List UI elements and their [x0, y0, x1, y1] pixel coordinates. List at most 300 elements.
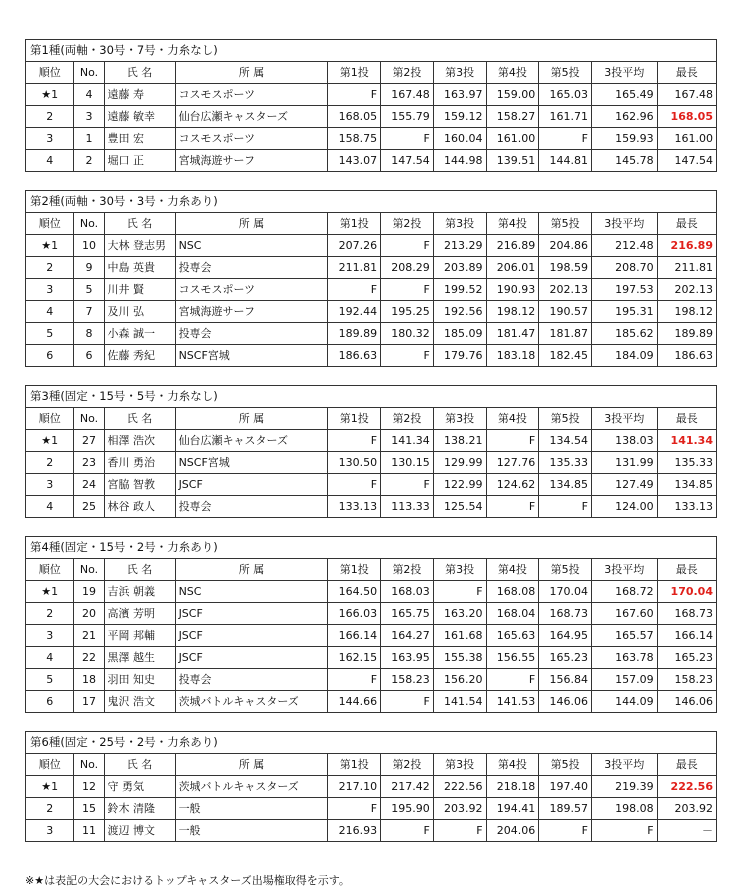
- column-header: 第4投: [486, 408, 539, 430]
- table-cell: 170.04: [539, 581, 592, 603]
- table-cell: 165.23: [657, 647, 716, 669]
- table-cell: 大林 登志男: [104, 235, 175, 257]
- table-cell: F: [591, 820, 657, 842]
- table-cell: 190.57: [539, 301, 592, 323]
- category-title: 第3種(固定・15号・5号・力糸なし): [26, 386, 717, 408]
- table-cell: F: [381, 345, 434, 367]
- column-header: 第2投: [381, 62, 434, 84]
- column-header: 第2投: [381, 559, 434, 581]
- table-cell: 2: [26, 452, 74, 474]
- table-cell: 211.81: [657, 257, 716, 279]
- table-cell: 122.99: [433, 474, 486, 496]
- column-header: 3投平均: [591, 559, 657, 581]
- table-cell: 161.00: [486, 128, 539, 150]
- table-cell: 27: [74, 430, 104, 452]
- table-cell: 179.76: [433, 345, 486, 367]
- table-cell: 5: [74, 279, 104, 301]
- table-cell: 135.33: [539, 452, 592, 474]
- table-cell: 9: [74, 257, 104, 279]
- column-header: 第4投: [486, 62, 539, 84]
- column-header: 氏 名: [104, 213, 175, 235]
- column-header: 第2投: [381, 213, 434, 235]
- table-cell: 183.18: [486, 345, 539, 367]
- column-header: 第1投: [328, 408, 381, 430]
- table-cell: 202.13: [657, 279, 716, 301]
- column-header: 第4投: [486, 559, 539, 581]
- category-title: 第4種(固定・15号・2号・力糸あり): [26, 537, 717, 559]
- table-cell: F: [381, 279, 434, 301]
- table-cell: F: [486, 430, 539, 452]
- column-header: 第3投: [433, 62, 486, 84]
- column-header: 氏 名: [104, 408, 175, 430]
- column-header: 所 属: [175, 559, 328, 581]
- table-cell: 4: [26, 647, 74, 669]
- header-row: [26, 213, 717, 235]
- table-cell: 投専会: [175, 257, 328, 279]
- table-cell: 195.31: [591, 301, 657, 323]
- table-cell: 185.09: [433, 323, 486, 345]
- table-cell: ★1: [26, 430, 74, 452]
- table-cell: 17: [74, 691, 104, 713]
- table-row: [26, 647, 717, 669]
- table-cell: 8: [74, 323, 104, 345]
- table-row: [26, 279, 717, 301]
- table-cell: JSCF: [175, 625, 328, 647]
- table-cell: 160.04: [433, 128, 486, 150]
- table-cell: 鈴木 清隆: [104, 798, 175, 820]
- table-cell: F: [433, 820, 486, 842]
- table-cell: 10: [74, 235, 104, 257]
- table-cell: 164.27: [381, 625, 434, 647]
- table-cell: 158.27: [486, 106, 539, 128]
- table-cell: 192.44: [328, 301, 381, 323]
- column-header: 3投平均: [591, 754, 657, 776]
- table-cell: 2: [74, 150, 104, 172]
- table-cell: ★1: [26, 235, 74, 257]
- table-cell: 投専会: [175, 496, 328, 518]
- table-cell: JSCF: [175, 474, 328, 496]
- table-cell: 141.34: [657, 430, 716, 452]
- table-cell: 206.01: [486, 257, 539, 279]
- table-cell: 吉浜 朝義: [104, 581, 175, 603]
- table-cell: 181.87: [539, 323, 592, 345]
- column-header: No.: [74, 408, 104, 430]
- table-cell: 19: [74, 581, 104, 603]
- table-cell: 147.54: [657, 150, 716, 172]
- table-cell: 213.29: [433, 235, 486, 257]
- table-cell: NSC: [175, 235, 328, 257]
- table-cell: 168.73: [539, 603, 592, 625]
- table-row: [26, 106, 717, 128]
- table-cell: 125.54: [433, 496, 486, 518]
- table-cell: F: [381, 235, 434, 257]
- table-cell: 124.62: [486, 474, 539, 496]
- table-cell: F: [486, 496, 539, 518]
- table-cell: 仙台広瀬キャスターズ: [175, 106, 328, 128]
- table-cell: 143.07: [328, 150, 381, 172]
- table-cell: －: [657, 820, 716, 842]
- column-header: 第4投: [486, 213, 539, 235]
- table-cell: 180.32: [381, 323, 434, 345]
- table-cell: 202.13: [539, 279, 592, 301]
- table-cell: 5: [26, 669, 74, 691]
- table-cell: 18: [74, 669, 104, 691]
- column-header: 第5投: [539, 754, 592, 776]
- category-table: [25, 39, 717, 172]
- table-cell: ★1: [26, 581, 74, 603]
- table-cell: 163.78: [591, 647, 657, 669]
- table-cell: 217.42: [381, 776, 434, 798]
- table-cell: 162.15: [328, 647, 381, 669]
- table-cell: 宮脇 智教: [104, 474, 175, 496]
- table-cell: 仙台広瀬キャスターズ: [175, 430, 328, 452]
- table-cell: 138.21: [433, 430, 486, 452]
- column-header: 第2投: [381, 408, 434, 430]
- table-cell: 145.78: [591, 150, 657, 172]
- table-cell: 2: [26, 603, 74, 625]
- table-cell: 165.63: [486, 625, 539, 647]
- table-cell: 166.03: [328, 603, 381, 625]
- table-row: [26, 84, 717, 106]
- table-cell: 155.79: [381, 106, 434, 128]
- column-header: No.: [74, 213, 104, 235]
- table-cell: 7: [74, 301, 104, 323]
- table-cell: 144.09: [591, 691, 657, 713]
- table-cell: 185.62: [591, 323, 657, 345]
- table-cell: 168.04: [486, 603, 539, 625]
- table-cell: 168.03: [381, 581, 434, 603]
- table-cell: F: [433, 581, 486, 603]
- table-cell: 2: [26, 257, 74, 279]
- table-cell: 216.89: [657, 235, 716, 257]
- table-row: [26, 625, 717, 647]
- table-cell: 164.95: [539, 625, 592, 647]
- table-cell: 4: [26, 496, 74, 518]
- table-cell: 遠藤 寿: [104, 84, 175, 106]
- table-cell: 168.72: [591, 581, 657, 603]
- table-cell: 156.20: [433, 669, 486, 691]
- column-header: 最長: [657, 62, 716, 84]
- table-cell: 204.86: [539, 235, 592, 257]
- table-cell: 168.05: [328, 106, 381, 128]
- table-cell: 163.20: [433, 603, 486, 625]
- table-cell: 139.51: [486, 150, 539, 172]
- table-cell: 186.63: [657, 345, 716, 367]
- category-title: 第6種(固定・25号・2号・力糸あり): [26, 732, 717, 754]
- table-cell: F: [328, 669, 381, 691]
- column-header: 第2投: [381, 754, 434, 776]
- table-cell: 135.33: [657, 452, 716, 474]
- table-cell: 及川 弘: [104, 301, 175, 323]
- column-header: 最長: [657, 213, 716, 235]
- table-cell: 141.53: [486, 691, 539, 713]
- table-cell: 203.92: [433, 798, 486, 820]
- table-cell: 25: [74, 496, 104, 518]
- header-row: [26, 408, 717, 430]
- table-cell: 4: [26, 301, 74, 323]
- table-cell: 190.93: [486, 279, 539, 301]
- table-cell: 159.12: [433, 106, 486, 128]
- table-cell: 宮城海遊サーフ: [175, 301, 328, 323]
- table-cell: 166.14: [657, 625, 716, 647]
- table-cell: コスモスポーツ: [175, 84, 328, 106]
- table-cell: 208.70: [591, 257, 657, 279]
- table-cell: 相澤 浩次: [104, 430, 175, 452]
- column-header: 順位: [26, 754, 74, 776]
- table-cell: 138.03: [591, 430, 657, 452]
- column-header: 氏 名: [104, 559, 175, 581]
- table-cell: 中島 英貴: [104, 257, 175, 279]
- table-cell: 197.53: [591, 279, 657, 301]
- table-cell: 216.89: [486, 235, 539, 257]
- table-cell: 3: [26, 128, 74, 150]
- table-row: [26, 323, 717, 345]
- column-header: 最長: [657, 408, 716, 430]
- table-cell: 2: [26, 798, 74, 820]
- table-cell: 161.71: [539, 106, 592, 128]
- column-header: 第3投: [433, 559, 486, 581]
- table-cell: F: [328, 279, 381, 301]
- column-header: 第4投: [486, 754, 539, 776]
- table-cell: 144.98: [433, 150, 486, 172]
- table-cell: 6: [74, 345, 104, 367]
- table-cell: 佐藤 秀紀: [104, 345, 175, 367]
- column-header: 第3投: [433, 213, 486, 235]
- column-header: 3投平均: [591, 62, 657, 84]
- table-cell: 189.57: [539, 798, 592, 820]
- table-cell: 156.84: [539, 669, 592, 691]
- table-cell: 199.52: [433, 279, 486, 301]
- table-cell: 124.00: [591, 496, 657, 518]
- table-cell: F: [381, 820, 434, 842]
- table-cell: 155.38: [433, 647, 486, 669]
- table-cell: 134.85: [539, 474, 592, 496]
- header-row: [26, 754, 717, 776]
- table-cell: 3: [74, 106, 104, 128]
- table-cell: F: [539, 496, 592, 518]
- table-cell: F: [381, 691, 434, 713]
- table-cell: 204.06: [486, 820, 539, 842]
- table-row: [26, 691, 717, 713]
- table-cell: 194.41: [486, 798, 539, 820]
- table-cell: JSCF: [175, 603, 328, 625]
- table-cell: 134.85: [657, 474, 716, 496]
- table-row: [26, 452, 717, 474]
- table-cell: 22: [74, 647, 104, 669]
- table-cell: 20: [74, 603, 104, 625]
- table-cell: 141.54: [433, 691, 486, 713]
- table-cell: NSCF宮城: [175, 452, 328, 474]
- column-header: 順位: [26, 559, 74, 581]
- table-cell: 222.56: [657, 776, 716, 798]
- table-row: [26, 776, 717, 798]
- column-header: 第5投: [539, 559, 592, 581]
- table-cell: 4: [26, 150, 74, 172]
- table-cell: 216.93: [328, 820, 381, 842]
- table-cell: 198.59: [539, 257, 592, 279]
- table-cell: 168.08: [486, 581, 539, 603]
- table-cell: 198.12: [657, 301, 716, 323]
- table-cell: 158.23: [381, 669, 434, 691]
- table-cell: 195.90: [381, 798, 434, 820]
- column-header: 氏 名: [104, 754, 175, 776]
- table-cell: 5: [26, 323, 74, 345]
- table-row: [26, 301, 717, 323]
- table-cell: 133.13: [328, 496, 381, 518]
- table-cell: 守 勇気: [104, 776, 175, 798]
- table-row: [26, 235, 717, 257]
- table-cell: NSCF宮城: [175, 345, 328, 367]
- table-cell: 165.75: [381, 603, 434, 625]
- column-header: No.: [74, 559, 104, 581]
- table-cell: 134.54: [539, 430, 592, 452]
- table-cell: ★1: [26, 776, 74, 798]
- table-cell: 164.50: [328, 581, 381, 603]
- table-cell: F: [539, 820, 592, 842]
- table-cell: F: [539, 128, 592, 150]
- table-cell: 217.10: [328, 776, 381, 798]
- table-cell: 鬼沢 浩文: [104, 691, 175, 713]
- table-cell: 127.49: [591, 474, 657, 496]
- table-cell: 豊田 宏: [104, 128, 175, 150]
- table-cell: F: [486, 669, 539, 691]
- table-cell: 133.13: [657, 496, 716, 518]
- table-cell: 113.33: [381, 496, 434, 518]
- table-cell: 184.09: [591, 345, 657, 367]
- table-cell: 163.95: [381, 647, 434, 669]
- table-cell: 一般: [175, 798, 328, 820]
- column-header: 第1投: [328, 62, 381, 84]
- table-cell: コスモスポーツ: [175, 128, 328, 150]
- category-title: 第1種(両軸・30号・7号・力糸なし): [26, 40, 717, 62]
- footnote: ※★は表記の大会におけるトップキャスターズ出場権取得を示す。: [25, 874, 350, 887]
- table-cell: 144.81: [539, 150, 592, 172]
- table-cell: 198.08: [591, 798, 657, 820]
- table-cell: 130.50: [328, 452, 381, 474]
- table-cell: 144.66: [328, 691, 381, 713]
- column-header: 第5投: [539, 62, 592, 84]
- table-row: [26, 345, 717, 367]
- table-cell: 堀口 正: [104, 150, 175, 172]
- column-header: 第5投: [539, 213, 592, 235]
- table-cell: 127.76: [486, 452, 539, 474]
- table-cell: コスモスポーツ: [175, 279, 328, 301]
- table-cell: 170.04: [657, 581, 716, 603]
- category-table: [25, 385, 717, 518]
- column-header: 第1投: [328, 754, 381, 776]
- table-cell: 167.48: [381, 84, 434, 106]
- table-cell: 157.09: [591, 669, 657, 691]
- table-cell: 茨城バトルキャスターズ: [175, 776, 328, 798]
- table-cell: 146.06: [539, 691, 592, 713]
- table-cell: 189.89: [657, 323, 716, 345]
- table-cell: 小森 誠一: [104, 323, 175, 345]
- column-header: No.: [74, 62, 104, 84]
- table-cell: 167.48: [657, 84, 716, 106]
- table-cell: 219.39: [591, 776, 657, 798]
- table-row: [26, 430, 717, 452]
- table-cell: 3: [26, 474, 74, 496]
- column-header: 最長: [657, 559, 716, 581]
- column-header: 第5投: [539, 408, 592, 430]
- column-header: 第1投: [328, 559, 381, 581]
- table-cell: 130.15: [381, 452, 434, 474]
- table-cell: 159.93: [591, 128, 657, 150]
- table-cell: 212.48: [591, 235, 657, 257]
- column-header: 最長: [657, 754, 716, 776]
- table-cell: 198.12: [486, 301, 539, 323]
- table-cell: NSC: [175, 581, 328, 603]
- table-cell: F: [381, 128, 434, 150]
- column-header: No.: [74, 754, 104, 776]
- table-cell: 166.14: [328, 625, 381, 647]
- table-cell: 投専会: [175, 669, 328, 691]
- table-cell: 遠藤 敏幸: [104, 106, 175, 128]
- table-row: [26, 669, 717, 691]
- table-cell: 146.06: [657, 691, 716, 713]
- table-cell: 158.23: [657, 669, 716, 691]
- table-cell: 208.29: [381, 257, 434, 279]
- table-cell: F: [328, 798, 381, 820]
- table-cell: 1: [74, 128, 104, 150]
- table-cell: 203.92: [657, 798, 716, 820]
- table-cell: 4: [74, 84, 104, 106]
- column-header: 所 属: [175, 213, 328, 235]
- table-cell: 3: [26, 820, 74, 842]
- table-cell: 189.89: [328, 323, 381, 345]
- table-cell: 165.57: [591, 625, 657, 647]
- table-cell: 141.34: [381, 430, 434, 452]
- table-cell: 6: [26, 345, 74, 367]
- table-cell: F: [328, 430, 381, 452]
- table-cell: 161.00: [657, 128, 716, 150]
- column-header: 第3投: [433, 408, 486, 430]
- table-cell: 156.55: [486, 647, 539, 669]
- results-sheet: [25, 39, 717, 860]
- table-cell: 川井 賢: [104, 279, 175, 301]
- table-cell: 211.81: [328, 257, 381, 279]
- table-cell: 宮城海遊サーフ: [175, 150, 328, 172]
- table-cell: 15: [74, 798, 104, 820]
- category-table: [25, 731, 717, 842]
- table-cell: 167.60: [591, 603, 657, 625]
- table-cell: 投専会: [175, 323, 328, 345]
- table-cell: 207.26: [328, 235, 381, 257]
- column-header: 所 属: [175, 62, 328, 84]
- table-cell: 茨城バトルキャスターズ: [175, 691, 328, 713]
- table-cell: 131.99: [591, 452, 657, 474]
- category-table: [25, 190, 717, 367]
- table-cell: F: [328, 84, 381, 106]
- table-row: [26, 798, 717, 820]
- table-cell: 197.40: [539, 776, 592, 798]
- table-row: [26, 474, 717, 496]
- table-row: [26, 820, 717, 842]
- table-cell: ★1: [26, 84, 74, 106]
- table-cell: 203.89: [433, 257, 486, 279]
- table-cell: 168.73: [657, 603, 716, 625]
- table-cell: 2: [26, 106, 74, 128]
- table-cell: 黒澤 越生: [104, 647, 175, 669]
- table-cell: 163.97: [433, 84, 486, 106]
- table-cell: 21: [74, 625, 104, 647]
- table-cell: 161.68: [433, 625, 486, 647]
- table-cell: 181.47: [486, 323, 539, 345]
- column-header: 所 属: [175, 408, 328, 430]
- column-header: 順位: [26, 213, 74, 235]
- table-cell: F: [328, 474, 381, 496]
- table-row: [26, 128, 717, 150]
